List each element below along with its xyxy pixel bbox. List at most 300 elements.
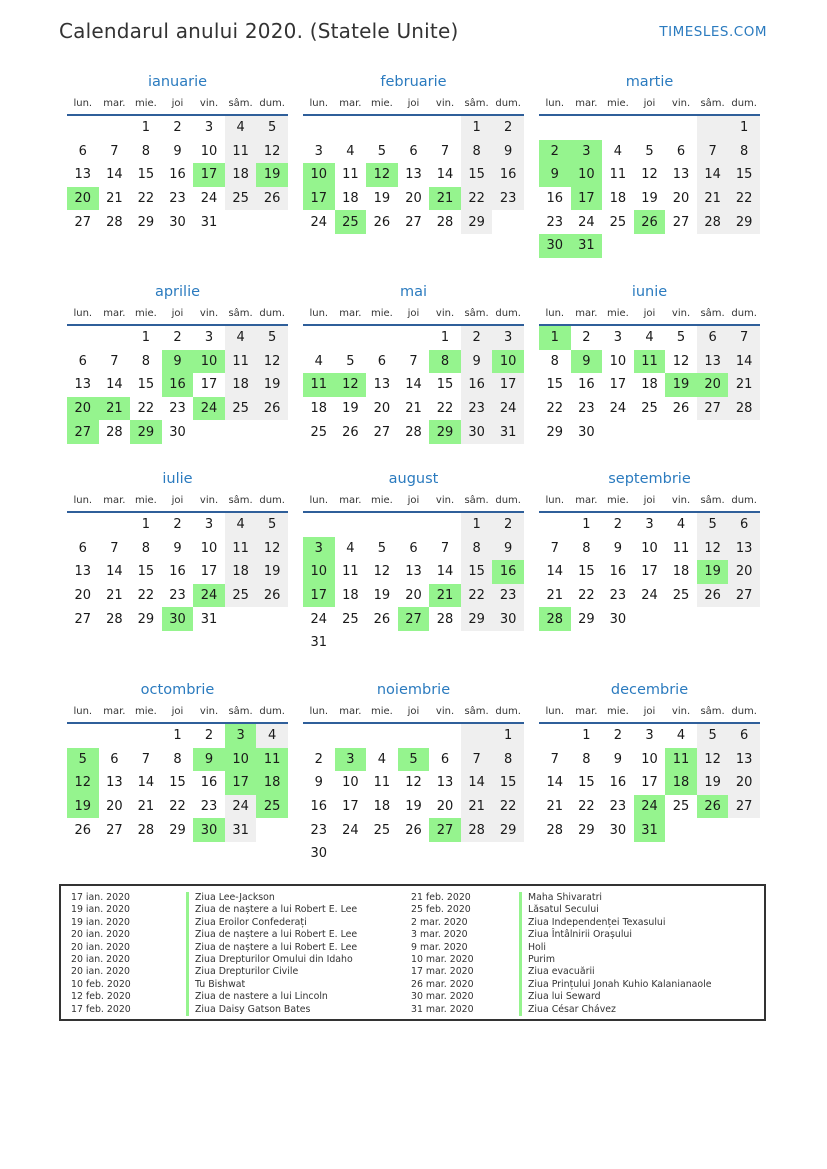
- weekday-header: mar.: [99, 489, 131, 512]
- weekday-header: joi: [162, 700, 194, 723]
- day-cell: 15: [578, 564, 595, 580]
- day-cell: 16: [492, 560, 524, 584]
- day-cell: 25: [342, 611, 359, 627]
- weekday-header: vin.: [193, 700, 225, 723]
- day-cell: 14: [106, 167, 123, 183]
- day-cell: 23: [200, 799, 218, 815]
- weekday-header: mie.: [130, 92, 162, 115]
- day-cell: 9: [173, 540, 182, 556]
- day-cell: 28: [106, 611, 123, 627]
- holiday-date: 9 mar. 2020: [411, 941, 468, 953]
- day-cell: 22: [728, 187, 760, 211]
- day-cell: 18: [310, 401, 328, 417]
- holiday-dates-right: [411, 892, 474, 1016]
- day-cell: 17: [641, 564, 658, 580]
- day-cell: 4: [225, 115, 257, 140]
- day-cell: 7: [141, 751, 151, 767]
- holiday-date: 19 ian. 2020: [71, 916, 131, 928]
- weekday-header: vin.: [665, 489, 697, 512]
- day-cell: 5: [256, 115, 288, 140]
- day-cell: 30: [609, 611, 627, 627]
- day-cell: 15: [492, 771, 524, 795]
- empty-cell: [193, 420, 225, 444]
- holiday-name: Ziua Drepturilor Civile: [186, 966, 357, 978]
- day-cell: 3: [314, 143, 323, 159]
- day-cell: 12: [373, 564, 391, 580]
- day-cell: 6: [409, 143, 418, 159]
- day-cell: 7: [550, 540, 559, 556]
- day-cell: 27: [373, 424, 391, 440]
- day-cell: 18: [256, 771, 288, 795]
- day-cell: 11: [665, 748, 697, 772]
- day-cell: 29: [137, 214, 155, 230]
- day-cell: 25: [373, 822, 391, 838]
- day-cell: 16: [169, 564, 186, 580]
- weekday-header: vin.: [193, 302, 225, 325]
- day-cell: 22: [578, 799, 595, 815]
- weekday-header: lun.: [303, 489, 335, 512]
- month-name: martie: [625, 74, 674, 90]
- empty-cell: [398, 723, 430, 748]
- empty-cell: [728, 607, 760, 631]
- empty-cell: [429, 842, 461, 866]
- day-cell: 14: [405, 377, 422, 393]
- day-cell: 22: [137, 588, 155, 604]
- empty-cell: [335, 631, 367, 655]
- day-cell: 8: [492, 748, 524, 772]
- day-cell: 20: [67, 187, 99, 211]
- day-cell: 18: [373, 799, 391, 815]
- day-cell: 19: [697, 560, 729, 584]
- day-cell: 19: [256, 373, 288, 397]
- day-cell: 11: [225, 140, 257, 164]
- weekday-header: vin.: [429, 489, 461, 512]
- day-cell: 23: [169, 588, 186, 604]
- empty-cell: [366, 512, 398, 537]
- empty-cell: [67, 512, 99, 537]
- day-cell: 27: [74, 214, 92, 230]
- holiday-name: Maha Shivaratri: [519, 892, 712, 904]
- weekday-header: lun.: [67, 92, 99, 115]
- empty-cell: [366, 631, 398, 655]
- day-cell: 14: [546, 775, 564, 791]
- empty-cell: [256, 607, 288, 631]
- day-cell: 24: [193, 584, 225, 608]
- day-cell: 1: [461, 115, 493, 140]
- day-cell: 14: [436, 564, 454, 580]
- day-cell: 15: [546, 377, 564, 393]
- day-cell: 18: [225, 560, 257, 584]
- day-cell: 28: [728, 397, 760, 421]
- day-cell: 7: [409, 353, 418, 369]
- day-cell: 7: [110, 540, 119, 556]
- day-cell: 27: [697, 397, 729, 421]
- weekday-header: vin.: [429, 302, 461, 325]
- day-cell: 19: [373, 191, 391, 207]
- day-cell: 20: [436, 799, 454, 815]
- day-cell: 12: [335, 373, 367, 397]
- day-cell: 6: [676, 143, 686, 159]
- weekday-header: joi: [634, 489, 666, 512]
- day-cell: 9: [173, 143, 182, 159]
- day-cell: 22: [461, 584, 493, 608]
- weekday-header: sâm.: [225, 489, 257, 512]
- day-cell: 14: [697, 163, 729, 187]
- day-cell: 10: [225, 748, 257, 772]
- day-cell: 21: [546, 588, 564, 604]
- weekday-header: vin.: [665, 700, 697, 723]
- weekday-header: joi: [162, 489, 194, 512]
- day-cell: 22: [578, 588, 595, 604]
- weekday-header: vin.: [193, 489, 225, 512]
- day-cell: 15: [169, 775, 186, 791]
- day-cell: 10: [200, 143, 218, 159]
- weekday-header: vin.: [665, 92, 697, 115]
- day-cell: 21: [106, 191, 123, 207]
- weekday-header: vin.: [429, 700, 461, 723]
- day-cell: 29: [728, 210, 760, 234]
- day-cell: 4: [613, 143, 623, 159]
- weekday-header: lun.: [539, 92, 571, 115]
- day-cell: 13: [436, 775, 454, 791]
- holiday-names-right: [519, 892, 712, 1016]
- empty-cell: [335, 723, 367, 748]
- day-cell: 1: [582, 517, 591, 533]
- holiday-date: 20 ian. 2020: [71, 941, 131, 953]
- day-cell: 11: [225, 350, 257, 374]
- empty-cell: [697, 818, 729, 842]
- day-cell: 12: [672, 353, 690, 369]
- day-cell: 3: [645, 517, 654, 533]
- day-cell: 1: [461, 512, 493, 537]
- day-cell: 20: [405, 191, 422, 207]
- weekday-header: sâm.: [225, 700, 257, 723]
- day-cell: 20: [74, 588, 92, 604]
- weekday-header: mar.: [335, 700, 367, 723]
- day-cell: 27: [405, 214, 422, 230]
- day-cell: 19: [641, 191, 658, 207]
- day-cell: 28: [106, 214, 123, 230]
- day-cell: 1: [582, 728, 591, 744]
- holiday-name: Ziua de nastere a lui Lincoln: [186, 991, 357, 1003]
- day-cell: 27: [429, 818, 461, 842]
- day-cell: 8: [173, 751, 182, 767]
- day-cell: 17: [571, 187, 603, 211]
- holiday-name: Ziua de naștere a lui Robert E. Lee: [186, 904, 357, 916]
- empty-cell: [335, 325, 367, 350]
- holiday-date: 20 ian. 2020: [71, 953, 131, 965]
- day-cell: 3: [204, 120, 214, 136]
- day-cell: 26: [405, 822, 422, 838]
- day-cell: 25: [225, 187, 257, 211]
- day-cell: 16: [578, 377, 595, 393]
- day-cell: 29: [429, 420, 461, 444]
- day-cell: 8: [461, 537, 493, 561]
- weekday-header: vin.: [665, 302, 697, 325]
- weekday-header: lun.: [67, 700, 99, 723]
- empty-cell: [67, 115, 99, 140]
- day-cell: 3: [571, 140, 603, 164]
- empty-cell: [728, 818, 760, 842]
- day-cell: 13: [405, 564, 422, 580]
- empty-cell: [665, 115, 697, 140]
- empty-cell: [429, 115, 461, 140]
- day-cell: 25: [672, 799, 690, 815]
- day-cell: 14: [728, 350, 760, 374]
- month-name: ianuarie: [147, 74, 208, 90]
- day-cell: 16: [492, 163, 524, 187]
- day-cell: 1: [141, 330, 151, 346]
- weekday-header: dum.: [728, 302, 760, 325]
- day-cell: 30: [609, 822, 627, 838]
- weekday-header: sâm.: [697, 92, 729, 115]
- day-cell: 2: [461, 325, 493, 350]
- day-cell: 21: [137, 799, 155, 815]
- day-cell: 20: [67, 397, 99, 421]
- empty-cell: [602, 420, 634, 444]
- day-cell: 8: [728, 140, 760, 164]
- day-cell: 24: [193, 397, 225, 421]
- day-cell: 3: [303, 537, 335, 561]
- day-cell: 11: [256, 748, 288, 772]
- day-cell: 21: [429, 584, 461, 608]
- weekday-header: sâm.: [461, 302, 493, 325]
- weekday-header: dum.: [256, 489, 288, 512]
- day-cell: 31: [634, 818, 666, 842]
- weekday-header: sâm.: [225, 302, 257, 325]
- day-cell: 9: [492, 140, 524, 164]
- day-cell: 13: [106, 775, 123, 791]
- day-cell: 13: [728, 748, 760, 772]
- day-cell: 10: [609, 353, 627, 369]
- weekday-header: joi: [398, 92, 430, 115]
- day-cell: 24: [641, 588, 658, 604]
- empty-cell: [225, 607, 257, 631]
- day-cell: 5: [697, 512, 729, 537]
- day-cell: 23: [609, 799, 627, 815]
- month-martie: [539, 72, 760, 258]
- holiday-name: Ziua Eroilor Confederați: [186, 917, 357, 929]
- weekday-header: mie.: [602, 700, 634, 723]
- day-cell: 7: [728, 325, 760, 350]
- day-cell: 5: [398, 748, 430, 772]
- day-cell: 6: [409, 540, 418, 556]
- day-cell: 2: [613, 728, 623, 744]
- weekday-header: joi: [398, 700, 430, 723]
- weekday-header: mar.: [99, 302, 131, 325]
- day-cell: 30: [310, 846, 328, 862]
- day-cell: 5: [377, 143, 387, 159]
- day-cell: 19: [697, 771, 729, 795]
- day-cell: 29: [461, 607, 493, 631]
- empty-cell: [634, 420, 666, 444]
- month-octombrie: [67, 680, 288, 842]
- day-cell: 14: [106, 377, 123, 393]
- day-cell: 5: [256, 512, 288, 537]
- day-cell: 16: [200, 775, 218, 791]
- day-cell: 8: [461, 140, 493, 164]
- day-cell: 14: [436, 167, 454, 183]
- day-cell: 7: [440, 143, 450, 159]
- day-cell: 29: [461, 210, 493, 234]
- weekday-header: mar.: [99, 92, 131, 115]
- day-cell: 25: [609, 214, 627, 230]
- weekday-header: lun.: [539, 700, 571, 723]
- weekday-header: dum.: [492, 700, 524, 723]
- day-cell: 14: [137, 775, 155, 791]
- day-cell: 9: [314, 775, 323, 791]
- day-cell: 20: [405, 588, 422, 604]
- empty-cell: [429, 631, 461, 655]
- day-cell: 13: [74, 377, 92, 393]
- day-cell: 9: [571, 350, 603, 374]
- day-cell: 21: [728, 373, 760, 397]
- day-cell: 28: [137, 822, 155, 838]
- day-cell: 4: [256, 723, 288, 748]
- day-cell: 21: [461, 795, 493, 819]
- weekday-header: sâm.: [461, 489, 493, 512]
- day-cell: 13: [74, 564, 92, 580]
- day-cell: 28: [539, 607, 571, 631]
- day-cell: 15: [436, 377, 454, 393]
- holiday-name: Ziua de naștere a lui Robert E. Lee: [186, 942, 357, 954]
- day-cell: 25: [672, 588, 690, 604]
- day-cell: 15: [461, 163, 493, 187]
- empty-cell: [697, 115, 729, 140]
- empty-cell: [492, 210, 524, 234]
- holiday-list: [59, 884, 766, 1021]
- day-cell: 18: [609, 191, 627, 207]
- day-cell: 9: [539, 163, 571, 187]
- weekday-header: mie.: [130, 489, 162, 512]
- day-cell: 13: [405, 167, 422, 183]
- day-cell: 5: [377, 540, 387, 556]
- day-cell: 6: [728, 512, 760, 537]
- empty-cell: [303, 723, 335, 748]
- day-cell: 15: [461, 560, 493, 584]
- weekday-header: mie.: [366, 92, 398, 115]
- weekday-header: mie.: [602, 302, 634, 325]
- holiday-name: Tu Bishwat: [186, 979, 357, 991]
- weekday-header: joi: [634, 302, 666, 325]
- month-name: august: [388, 471, 439, 487]
- day-cell: 31: [200, 611, 218, 627]
- day-cell: 18: [672, 564, 690, 580]
- holiday-date: 12 feb. 2020: [71, 991, 131, 1003]
- empty-cell: [602, 115, 634, 140]
- day-cell: 3: [204, 517, 214, 533]
- holiday-name: Ziua César Chávez: [519, 1004, 712, 1016]
- holiday-date: 31 mar. 2020: [411, 1003, 474, 1015]
- day-cell: 28: [436, 214, 454, 230]
- day-cell: 22: [169, 799, 186, 815]
- day-cell: 31: [200, 214, 218, 230]
- day-cell: 1: [539, 325, 571, 350]
- day-cell: 22: [546, 401, 564, 417]
- day-cell: 1: [492, 723, 524, 748]
- day-cell: 25: [225, 397, 257, 421]
- day-cell: 3: [645, 728, 654, 744]
- empty-cell: [602, 234, 634, 258]
- day-cell: 28: [697, 210, 729, 234]
- day-cell: 31: [310, 635, 328, 651]
- day-cell: 10: [200, 540, 218, 556]
- empty-cell: [665, 234, 697, 258]
- day-cell: 6: [377, 353, 387, 369]
- day-cell: 23: [492, 187, 524, 211]
- day-cell: 8: [141, 540, 151, 556]
- weekday-header: mar.: [335, 302, 367, 325]
- holiday-name: Lăsatul Secului: [519, 904, 712, 916]
- day-cell: 14: [106, 564, 123, 580]
- holiday-date: 26 mar. 2020: [411, 978, 474, 990]
- holiday-name: Holi: [519, 942, 712, 954]
- empty-cell: [398, 842, 430, 866]
- empty-cell: [539, 723, 571, 748]
- day-cell: 29: [546, 424, 564, 440]
- day-cell: 11: [609, 167, 627, 183]
- day-cell: 4: [377, 751, 387, 767]
- day-cell: 13: [697, 350, 729, 374]
- day-cell: 17: [193, 163, 225, 187]
- day-cell: 21: [546, 799, 564, 815]
- empty-cell: [634, 607, 666, 631]
- day-cell: 2: [613, 517, 623, 533]
- weekday-header: dum.: [728, 700, 760, 723]
- empty-cell: [539, 512, 571, 537]
- day-cell: 5: [697, 723, 729, 748]
- day-cell: 8: [582, 751, 591, 767]
- day-cell: 23: [169, 401, 186, 417]
- holiday-date: 17 mar. 2020: [411, 966, 474, 978]
- day-cell: 19: [342, 401, 359, 417]
- empty-cell: [461, 842, 493, 866]
- month-februarie: [303, 72, 524, 234]
- day-cell: 18: [225, 373, 257, 397]
- day-cell: 18: [225, 163, 257, 187]
- day-cell: 6: [78, 353, 87, 369]
- day-cell: 30: [162, 607, 194, 631]
- empty-cell: [99, 723, 131, 748]
- day-cell: 13: [373, 377, 391, 393]
- empty-cell: [634, 115, 666, 140]
- day-cell: 10: [571, 163, 603, 187]
- day-cell: 24: [225, 795, 257, 819]
- month-aprilie: [67, 282, 288, 444]
- day-cell: 17: [303, 187, 335, 211]
- day-cell: 6: [78, 143, 87, 159]
- day-cell: 30: [492, 607, 524, 631]
- day-cell: 26: [74, 822, 92, 838]
- weekday-header: joi: [634, 700, 666, 723]
- day-cell: 4: [225, 325, 257, 350]
- weekday-header: sâm.: [697, 700, 729, 723]
- day-cell: 1: [173, 728, 182, 744]
- day-cell: 9: [162, 350, 194, 374]
- day-cell: 19: [373, 588, 391, 604]
- day-cell: 24: [310, 214, 328, 230]
- day-cell: 19: [405, 799, 422, 815]
- weekday-header: vin.: [193, 92, 225, 115]
- holiday-name: Ziua Întâlnirii Orașului: [519, 929, 712, 941]
- brand-link[interactable]: TIMESLES.COM: [659, 24, 767, 40]
- day-cell: 20: [373, 401, 391, 417]
- empty-cell: [256, 210, 288, 234]
- day-cell: 27: [398, 607, 430, 631]
- day-cell: 25: [641, 401, 658, 417]
- day-cell: 23: [609, 588, 627, 604]
- day-cell: 9: [193, 748, 225, 772]
